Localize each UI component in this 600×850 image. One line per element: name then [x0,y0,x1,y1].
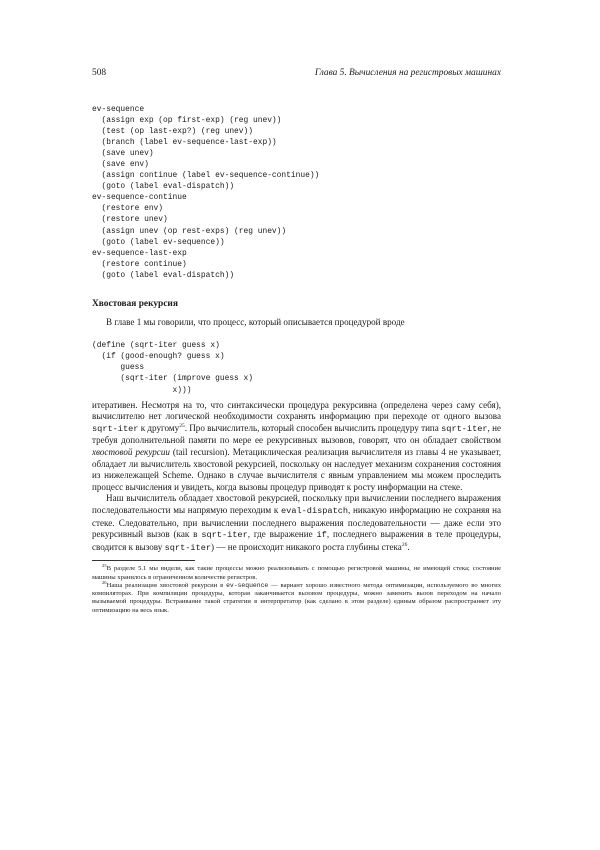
footnote-mark: 26 [102,579,107,585]
code-line: (save unev) [92,149,154,159]
inline-code: ev-sequence [226,581,269,589]
footnote-ref[interactable]: 25 [179,422,185,429]
code-line: (assign unev (op rest-exps) (reg unev)) [92,226,287,236]
code-line: (assign continue (label ev-sequence-continue)) [92,171,320,181]
page [92,68,501,615]
inline-code: sqrt-iter [164,542,212,553]
code-line: (branch (label ev-sequence-last-exp)) [92,138,277,148]
code-line: (restore unev) [92,215,168,225]
running-head: Глава 5. Вычисления на регистровых машинах [314,68,501,78]
inline-code: eval-dispatch [281,505,349,516]
footnote-ref[interactable]: 26 [401,541,408,548]
body-paragraph-2: Наш вычислитель обладает хвостовой рекурсией, поскольку при вычислении последнего выражения последовательности мы напрямую переходим к eval-dispatch, никакую информацию не сохраняя на стеке. Следовательно, при вычислении последнего выражения последовательности — даже если это рекурсивный вызов (как в sqrt-iter, где выражение if, последнего выражения в теле процедуры, сводится к вызову sqrt-iter) — не происходит никакого роста глубины стека$^{26}$. [92,493,502,553]
inline-code: sqrt-iter [201,530,248,541]
inline-code: sqrt-iter [441,423,488,434]
code-line: (restore continue) [92,259,187,269]
code-line: (assign exp (op first-exp) (reg unev)) [92,116,282,126]
code-line: ev-sequence-last-exp [92,248,187,258]
code-line: ev-sequence [92,105,145,114]
footnote-26: $^{26}$Наша реализация хвостовой рекурсии в ev-sequence — вариант хорошо известного метода оптимизации, используемого во многих компиляторах. При компиляции процедуры, которая заканчивается вызовом процедуры, можно заменить вызов переходом на начало вызываемой процедуры. Встраивание такой стратегии в интерпретатор (как сделано в этом разделе) единым образом распространяет эту оптимизацию на весь язык. [92,579,502,614]
footnote-25: $^{25}$В разделе 5.1 мы видели, как такие процессы можно реализовывать с помощью регистровой машины, не имеющей стека; состояние машины хранилось в ограниченном количестве регистров. [92,563,501,581]
intro-paragraph: В главе 1 мы говорили, что процесс, который описывается процедурой вроде [106,316,405,327]
footnote-mark: 25 [102,563,107,569]
inline-code: sqrt-iter [92,423,139,434]
code-line: (goto (label eval-dispatch)) [92,270,235,280]
page-header [92,68,501,82]
code-line: (goto (label eval-dispatch)) [92,182,235,192]
code-line: (restore env) [92,204,164,214]
code-line: ev-sequence-continue [92,193,187,203]
code-line: x))) [92,385,192,395]
section-title: Хвостовая рекурсия [92,298,178,309]
page-number: 508 [92,68,107,78]
code-line: (goto (label ev-sequence)) [92,237,225,247]
code-line: (test (op last-exp?) (reg unev)) [92,127,253,137]
code-line: (if (good-enough? guess x) [92,352,225,362]
code-line: (save env) [92,160,149,170]
inline-code: if [316,530,327,541]
code-block-ev-sequence [92,104,501,281]
emphasis: хвостовой рекурсии [92,446,170,457]
footnote-divider [92,560,195,561]
body-paragraph-1: итеративен. Несмотря на то, что синтаксически процедура рекурсивна (определена через саму себя), вычислителю нет логической необходимости сохранять информацию при переходе от одного вызова sqrt-iter к другому$^{25}$. Про вычислитель, который способен вычислить процедуру типа sqrt-iter, не требуя дополнительной памяти по мере ее рекурсивных вызовов, говорят, что он обладает свойством хвостовой рекурсии (tail recursion). Метациклическая реализация вычислителя из главы 4 не указывает, обладает ли вычислитель хвостовой рекурсией, поскольку он наследует механизм сохранения состояния из нижележащей Scheme. Однако в случае вычислителя с явным управлением мы можем проследить процесс вычисления и увидеть, когда вызовы процедур приводят к росту информации на стеке. [92,399,502,492]
code-line: guess [92,363,145,373]
code-block-sqrt-iter [92,340,501,395]
code-line: (sqrt-iter (improve guess x) [92,374,253,384]
code-line: (define (sqrt-iter guess x) [92,341,220,351]
